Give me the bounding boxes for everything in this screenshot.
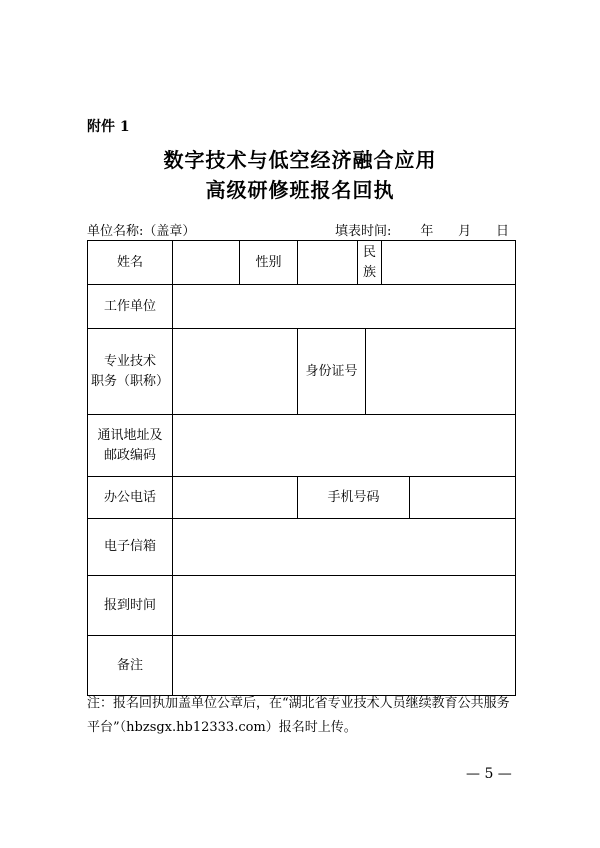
email-label: 电子信箱 [88,519,173,576]
name-field[interactable] [173,241,240,285]
submission-note: 注：报名回执加盖单位公章后，在“湖北省专业技术人员继续教育公共服务平台”（hbzsgx.hb12333.com）报名时上传。 [87,696,510,735]
row-address [88,415,516,477]
email-field[interactable] [173,519,516,576]
ethnicity-field[interactable] [382,241,516,285]
name-label: 姓名 [88,241,173,285]
professional-title-label-line2: 职务（职称） [90,373,169,389]
id-number-label: 身份证号 [298,329,366,415]
unit-name-label: 单位名称:（盖章） [87,224,196,239]
row-remarks [88,636,516,696]
mobile-label: 手机号码 [298,477,410,519]
registration-form-table [87,240,516,696]
fill-date-label: 填表时间: [335,224,392,239]
remarks-field[interactable] [173,636,516,696]
professional-title-field[interactable] [173,329,298,415]
ethnicity-label: 民族 [358,241,382,285]
gender-field[interactable] [298,241,358,285]
address-label [88,415,173,477]
row-work-unit [88,285,516,329]
page-number: — 5 — [466,766,512,782]
row-arrival-time [88,576,516,636]
row-phone [88,477,516,519]
address-label-line1: 通讯地址及 [97,427,163,443]
row-basic-info [88,241,516,285]
mobile-field[interactable] [410,477,516,519]
row-professional-title [88,329,516,415]
work-unit-label: 工作单位 [88,285,173,329]
arrival-time-label: 报到时间 [88,576,173,636]
row-email [88,519,516,576]
address-field[interactable] [173,415,516,477]
arrival-time-field[interactable] [173,576,516,636]
address-label-line2: 邮政编码 [103,447,156,463]
work-unit-field[interactable] [173,285,516,329]
form-meta-row [87,220,515,238]
id-number-field[interactable] [366,329,516,415]
year-label: 年 [420,224,434,239]
attachment-label: 附件 1 [87,119,130,135]
month-label: 月 [458,224,472,239]
professional-title-label [88,329,173,415]
document-title-line1: 数字技术与低空经济融合应用 [163,148,437,172]
fill-date [335,220,509,239]
office-phone-field[interactable] [173,477,298,519]
gender-label: 性别 [240,241,298,285]
professional-title-label-line1: 专业技术 [103,353,156,369]
remarks-label: 备注 [88,636,173,696]
day-label: 日 [495,224,509,239]
document-title-line2: 高级研修班报名回执 [205,178,395,202]
office-phone-label: 办公电话 [88,477,173,519]
